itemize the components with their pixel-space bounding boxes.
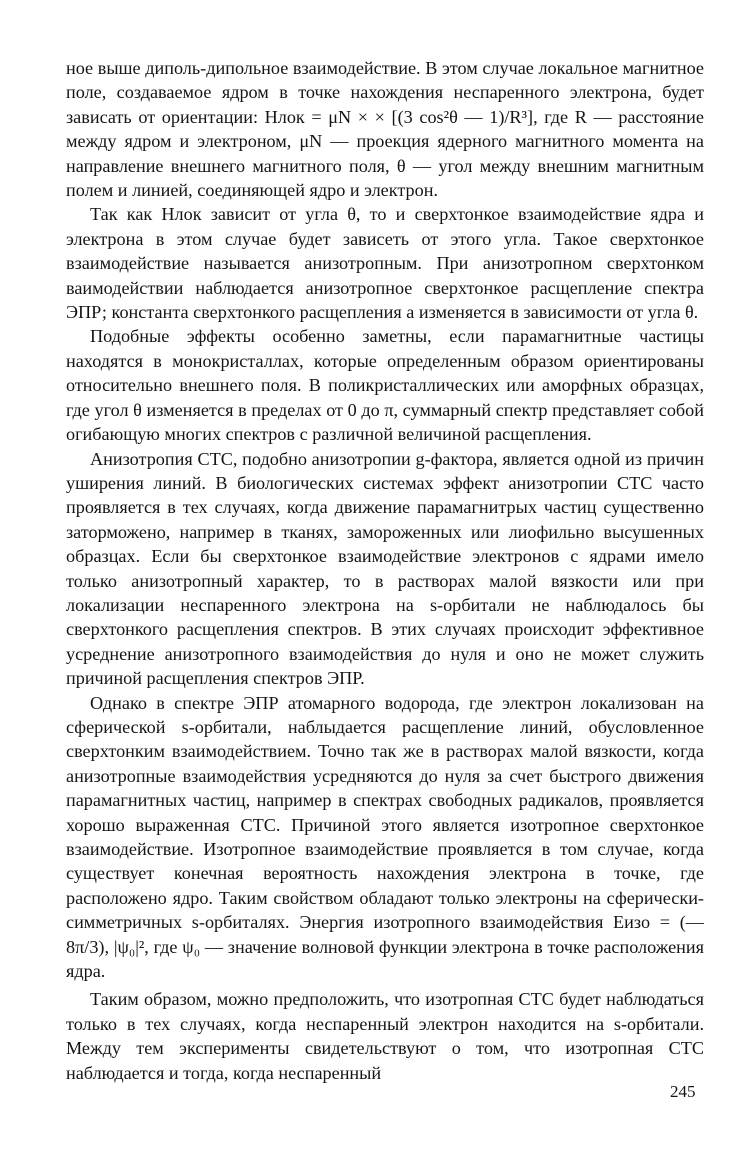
page-number: 245 (670, 1082, 696, 1101)
paragraph-6: Таким образом, можно предположить, что изотропная СТС будет наблюдаться только в тех случаях, когда неспаренный электрон находится на s-орбитали. Между тем эксперименты свидетельствуют о том, что изотропная СТС наблюдается и тогда, когда неспаренный (66, 989, 704, 1083)
paragraph-5: Однако в спектре ЭПР атомарного водорода, где электрон локализован на сферической s-орбитали, наблыдается расщепление линий, обусловленное сверхтонким взаимодействием. Точно так же в растворах малой вязкости, когда анизотропные взаимодействия усредняются до нуля за счет быстрого движения парамагнитных частиц, например в спектрах свободных радикалов, проявляется хорошо выраженная СТС. Причиной этого является изотропное сверхтонкое взаимодействие. Изотропное взаимодействие проявляется в том случае, когда существует конечная вероятность нахождения электрона в точке, где расположено ядро. Таким свойством обладают только электроны на сферически-симметричных s-орбиталях. Энергия изотропного взаимодействия Eизо = (— 8π/3), |ψ₀|², где ψ₀ — значение волновой функции электрона в точке расположения ядра. (66, 692, 704, 982)
paragraph-2: Так как Hлок зависит от угла θ, то и сверхтонкое взаимодействие ядра и электрона в этом случае будет зависеть от этого угла. Такое сверхтонкое взаимодействие называется анизотропным. При анизотропном сверхтонком ваимодействии наблюдается анизотропное сверхтонкое расщепление спектра ЭПР; константа сверхтонкого расщепления a изменяется в зависимости от угла θ. (66, 204, 704, 323)
paragraph-3: Подобные эффекты особенно заметны, если парамагнитные частицы находятся в монокристаллах, которые определенным образом ориентированы относительно внешнего поля. В поликристаллических или аморфных образцах, где угол θ изменяется в пределах от 0 до π, суммарный спектр представляет собой огибающую многих спектров с различной величиной расщепления. (66, 326, 704, 445)
page-body (66, 56, 704, 1085)
paragraph-4: Анизотропия СТС, подобно анизотропии g-фактора, является одной из причин уширения линий. В биологических системах эффект анизотропии СТС часто проявляется в тех случаях, когда движение парамагнитрых частиц существенно заторможено, например в тканях, замороженных или лиофильно высушенных образцах. Если бы сверхтонкое взаимодействие электронов с ядрами имело только анизотропный характер, то в растворах малой вязкости или при локализации неспаренного электрона на s-орбитали не наблюдалось бы сверхтонкого расщепления спектров. В этих случаях происходит эффективное усреднение анизотропного взаимодействия до нуля и оно не может служить причиной расщепления спектров ЭПР. (66, 448, 704, 689)
paragraph-1: ное выше диполь-дипольное взаимодействие. В этом случае локальное магнитное поле, создаваемое ядром в точке нахождения неспаренного электрона, будет зависать от ориентации: Hлок = μN × × [(3 cos²θ — 1)/R³], где R — расстояние между ядром и электроном, μN — проекция ядерного магнитного момента на направление внешнего магнитного поля, θ — угол между внешним магнитным полем и линией, соединяющей ядро и электрон. (66, 58, 704, 201)
